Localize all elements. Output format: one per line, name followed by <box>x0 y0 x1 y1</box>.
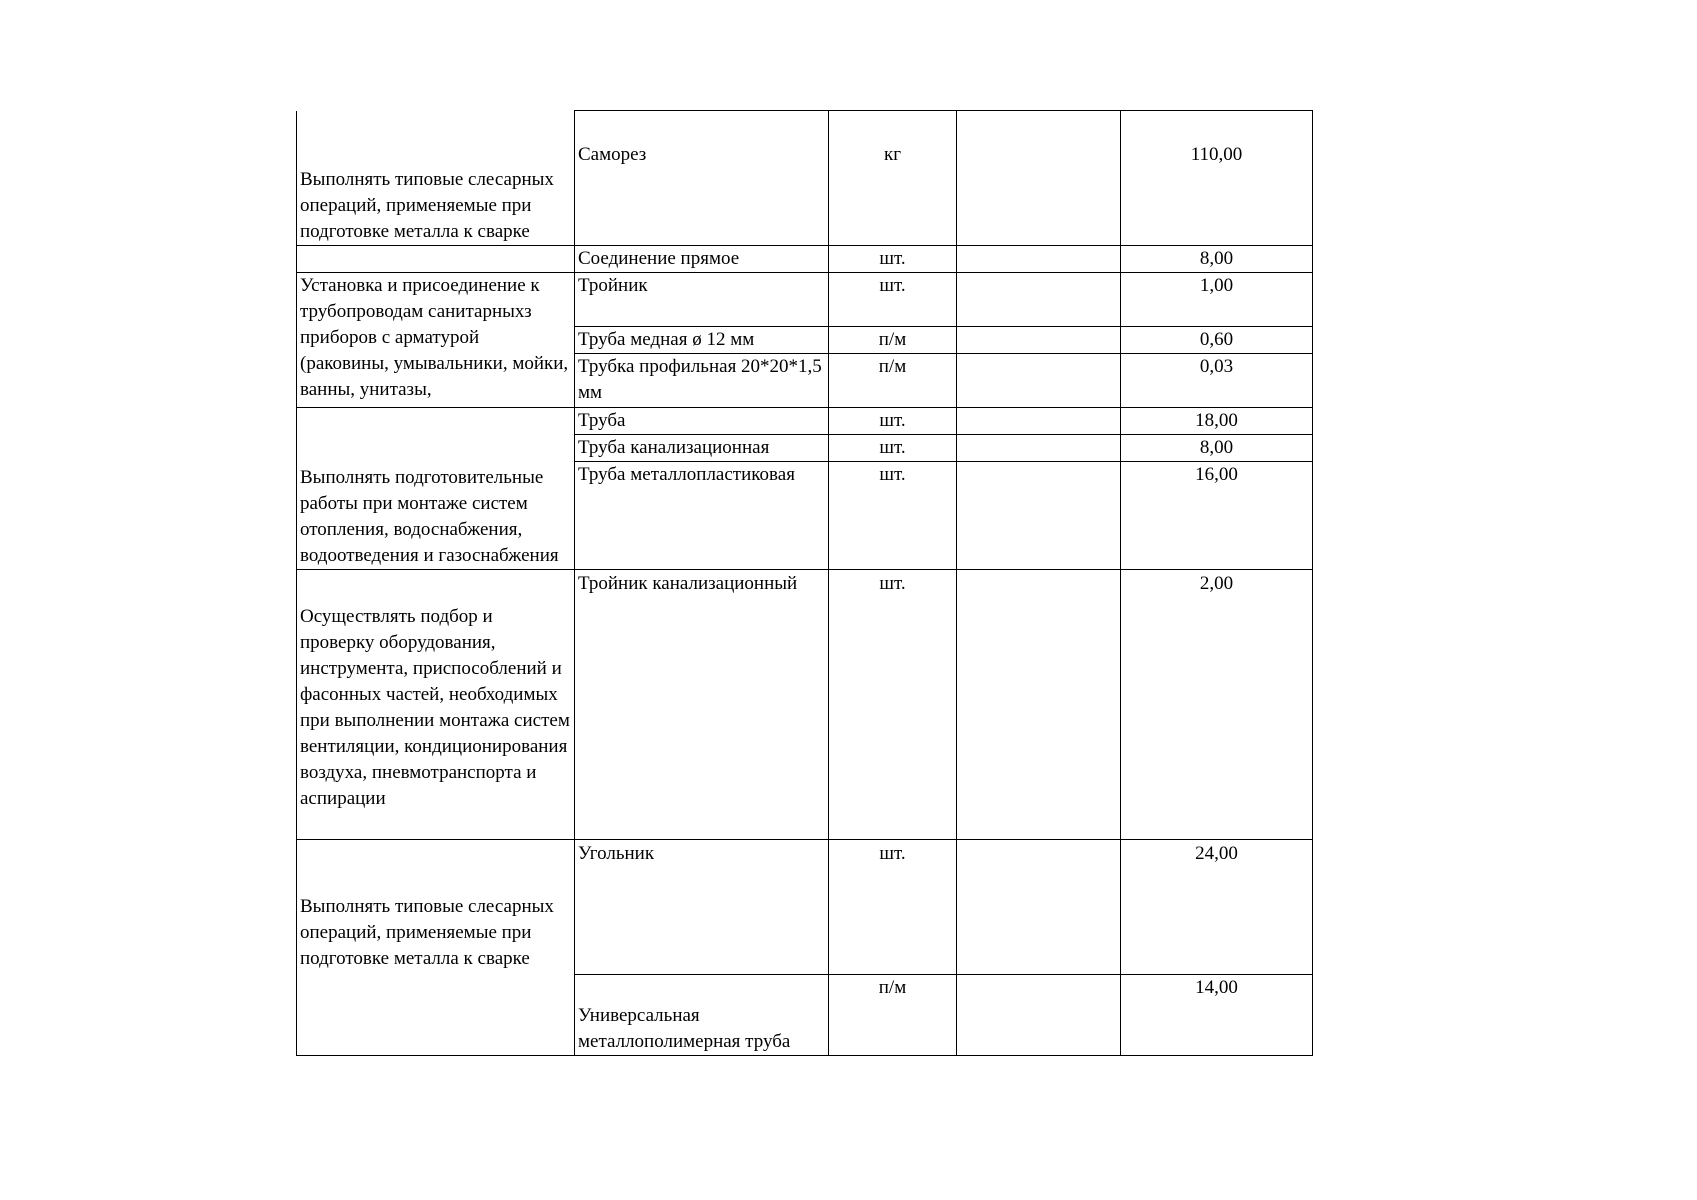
material-name: Саморез <box>578 144 647 165</box>
material-name: Тройник <box>578 275 648 296</box>
competency-text: Выполнять типовые слесарных операций, применяемые при подготовке металла к сварке <box>300 896 554 969</box>
materials-table <box>296 110 1313 1056</box>
material-name: Универсальная металлополимерная труба <box>578 1005 791 1052</box>
competency-text: Выполнять подготовительные работы при монтаже систем отопления, водоснабжения, водоотведения и газоснабжения <box>300 467 559 566</box>
unit-cell <box>829 570 957 840</box>
competency-text: Выполнять типовые слесарных операций, применяемые при подготовке металла к сварке <box>300 169 554 242</box>
quantity-cell <box>1121 111 1313 246</box>
unit-text: кг <box>883 144 902 165</box>
quantity-cell <box>1121 570 1313 840</box>
empty-cell <box>957 840 1121 975</box>
quantity-text: 0,03 <box>1199 356 1234 377</box>
table-row <box>297 408 1313 435</box>
unit-cell <box>829 462 957 570</box>
unit-cell <box>829 273 957 327</box>
material-name-cell <box>575 327 829 354</box>
quantity-text: 110,00 <box>1190 144 1243 165</box>
empty-cell <box>957 111 1121 246</box>
material-name-cell <box>575 354 829 408</box>
empty-cell <box>957 408 1121 435</box>
competency-cell <box>297 246 575 273</box>
quantity-text: 8,00 <box>1199 248 1234 269</box>
table-row <box>297 840 1313 975</box>
unit-cell <box>829 246 957 273</box>
quantity-cell <box>1121 354 1313 408</box>
material-name: Трубка профильная 20*20*1,5 мм <box>578 356 822 403</box>
empty-cell <box>957 435 1121 462</box>
empty-cell <box>957 354 1121 408</box>
unit-text: п/м <box>878 356 907 377</box>
unit-text: шт. <box>879 275 906 296</box>
quantity-text: 8,00 <box>1199 437 1234 458</box>
material-name-cell <box>575 975 829 1056</box>
empty-cell <box>957 273 1121 327</box>
unit-cell <box>829 975 957 1056</box>
quantity-cell <box>1121 246 1313 273</box>
unit-text: шт. <box>879 843 906 864</box>
unit-cell <box>829 435 957 462</box>
quantity-text: 2,00 <box>1199 573 1234 594</box>
unit-text: шт. <box>879 248 906 269</box>
quantity-cell <box>1121 408 1313 435</box>
quantity-text: 1,00 <box>1199 275 1234 296</box>
material-name: Соединение прямое <box>578 248 740 269</box>
competency-cell <box>297 840 575 1056</box>
table-row <box>297 246 1313 273</box>
empty-cell <box>957 462 1121 570</box>
material-name-cell <box>575 246 829 273</box>
unit-cell <box>829 327 957 354</box>
quantity-cell <box>1121 435 1313 462</box>
table-row <box>297 111 1313 246</box>
quantity-cell <box>1121 840 1313 975</box>
unit-text: п/м <box>878 977 907 998</box>
quantity-text: 0,60 <box>1199 329 1234 350</box>
unit-text: шт. <box>879 437 906 458</box>
quantity-cell <box>1121 327 1313 354</box>
quantity-text: 24,00 <box>1195 843 1238 864</box>
empty-cell <box>957 246 1121 273</box>
material-name: Труба медная ø 12 мм <box>578 329 755 350</box>
unit-text: шт. <box>879 573 906 594</box>
unit-cell <box>829 840 957 975</box>
materials-table-sheet <box>296 110 1313 1056</box>
material-name: Угольник <box>578 843 655 864</box>
quantity-cell <box>1121 273 1313 327</box>
material-name-cell <box>575 111 829 246</box>
quantity-text: 14,00 <box>1195 977 1238 998</box>
quantity-text: 16,00 <box>1195 464 1238 485</box>
quantity-cell <box>1121 462 1313 570</box>
material-name: Труба канализационная <box>578 437 770 458</box>
material-name-cell <box>575 273 829 327</box>
competency-text: Осуществлять подбор и проверку оборудования, инструмента, приспособлений и фасонных частей, необходимых при выполнении монтажа систем вентиляции, кондиционирования воздуха, пневмотранспорта и аспирации <box>300 606 570 809</box>
empty-cell <box>957 570 1121 840</box>
material-name-cell <box>575 570 829 840</box>
material-name-cell <box>575 462 829 570</box>
material-name: Труба металлопластиковая <box>578 464 795 485</box>
competency-cell <box>297 273 575 408</box>
unit-cell <box>829 111 957 246</box>
competency-cell <box>297 408 575 570</box>
material-name: Труба <box>578 410 626 431</box>
competency-cell <box>297 570 575 840</box>
quantity-cell <box>1121 975 1313 1056</box>
material-name-cell <box>575 408 829 435</box>
unit-text: п/м <box>878 329 907 350</box>
material-name-cell <box>575 840 829 975</box>
unit-cell <box>829 408 957 435</box>
table-row <box>297 570 1313 840</box>
empty-cell <box>957 327 1121 354</box>
unit-text: шт. <box>879 410 906 431</box>
competency-text: Установка и присоединение к трубопроводам санитарныхз приборов с арматурой (раковины, умывальники, мойки, ванны, унитазы, <box>300 275 569 400</box>
competency-cell <box>297 111 575 246</box>
material-name: Тройник канализационный <box>578 573 798 594</box>
unit-cell <box>829 354 957 408</box>
table-row <box>297 273 1313 327</box>
empty-cell <box>957 975 1121 1056</box>
unit-text: шт. <box>879 464 906 485</box>
quantity-text: 18,00 <box>1195 410 1238 431</box>
material-name-cell <box>575 435 829 462</box>
